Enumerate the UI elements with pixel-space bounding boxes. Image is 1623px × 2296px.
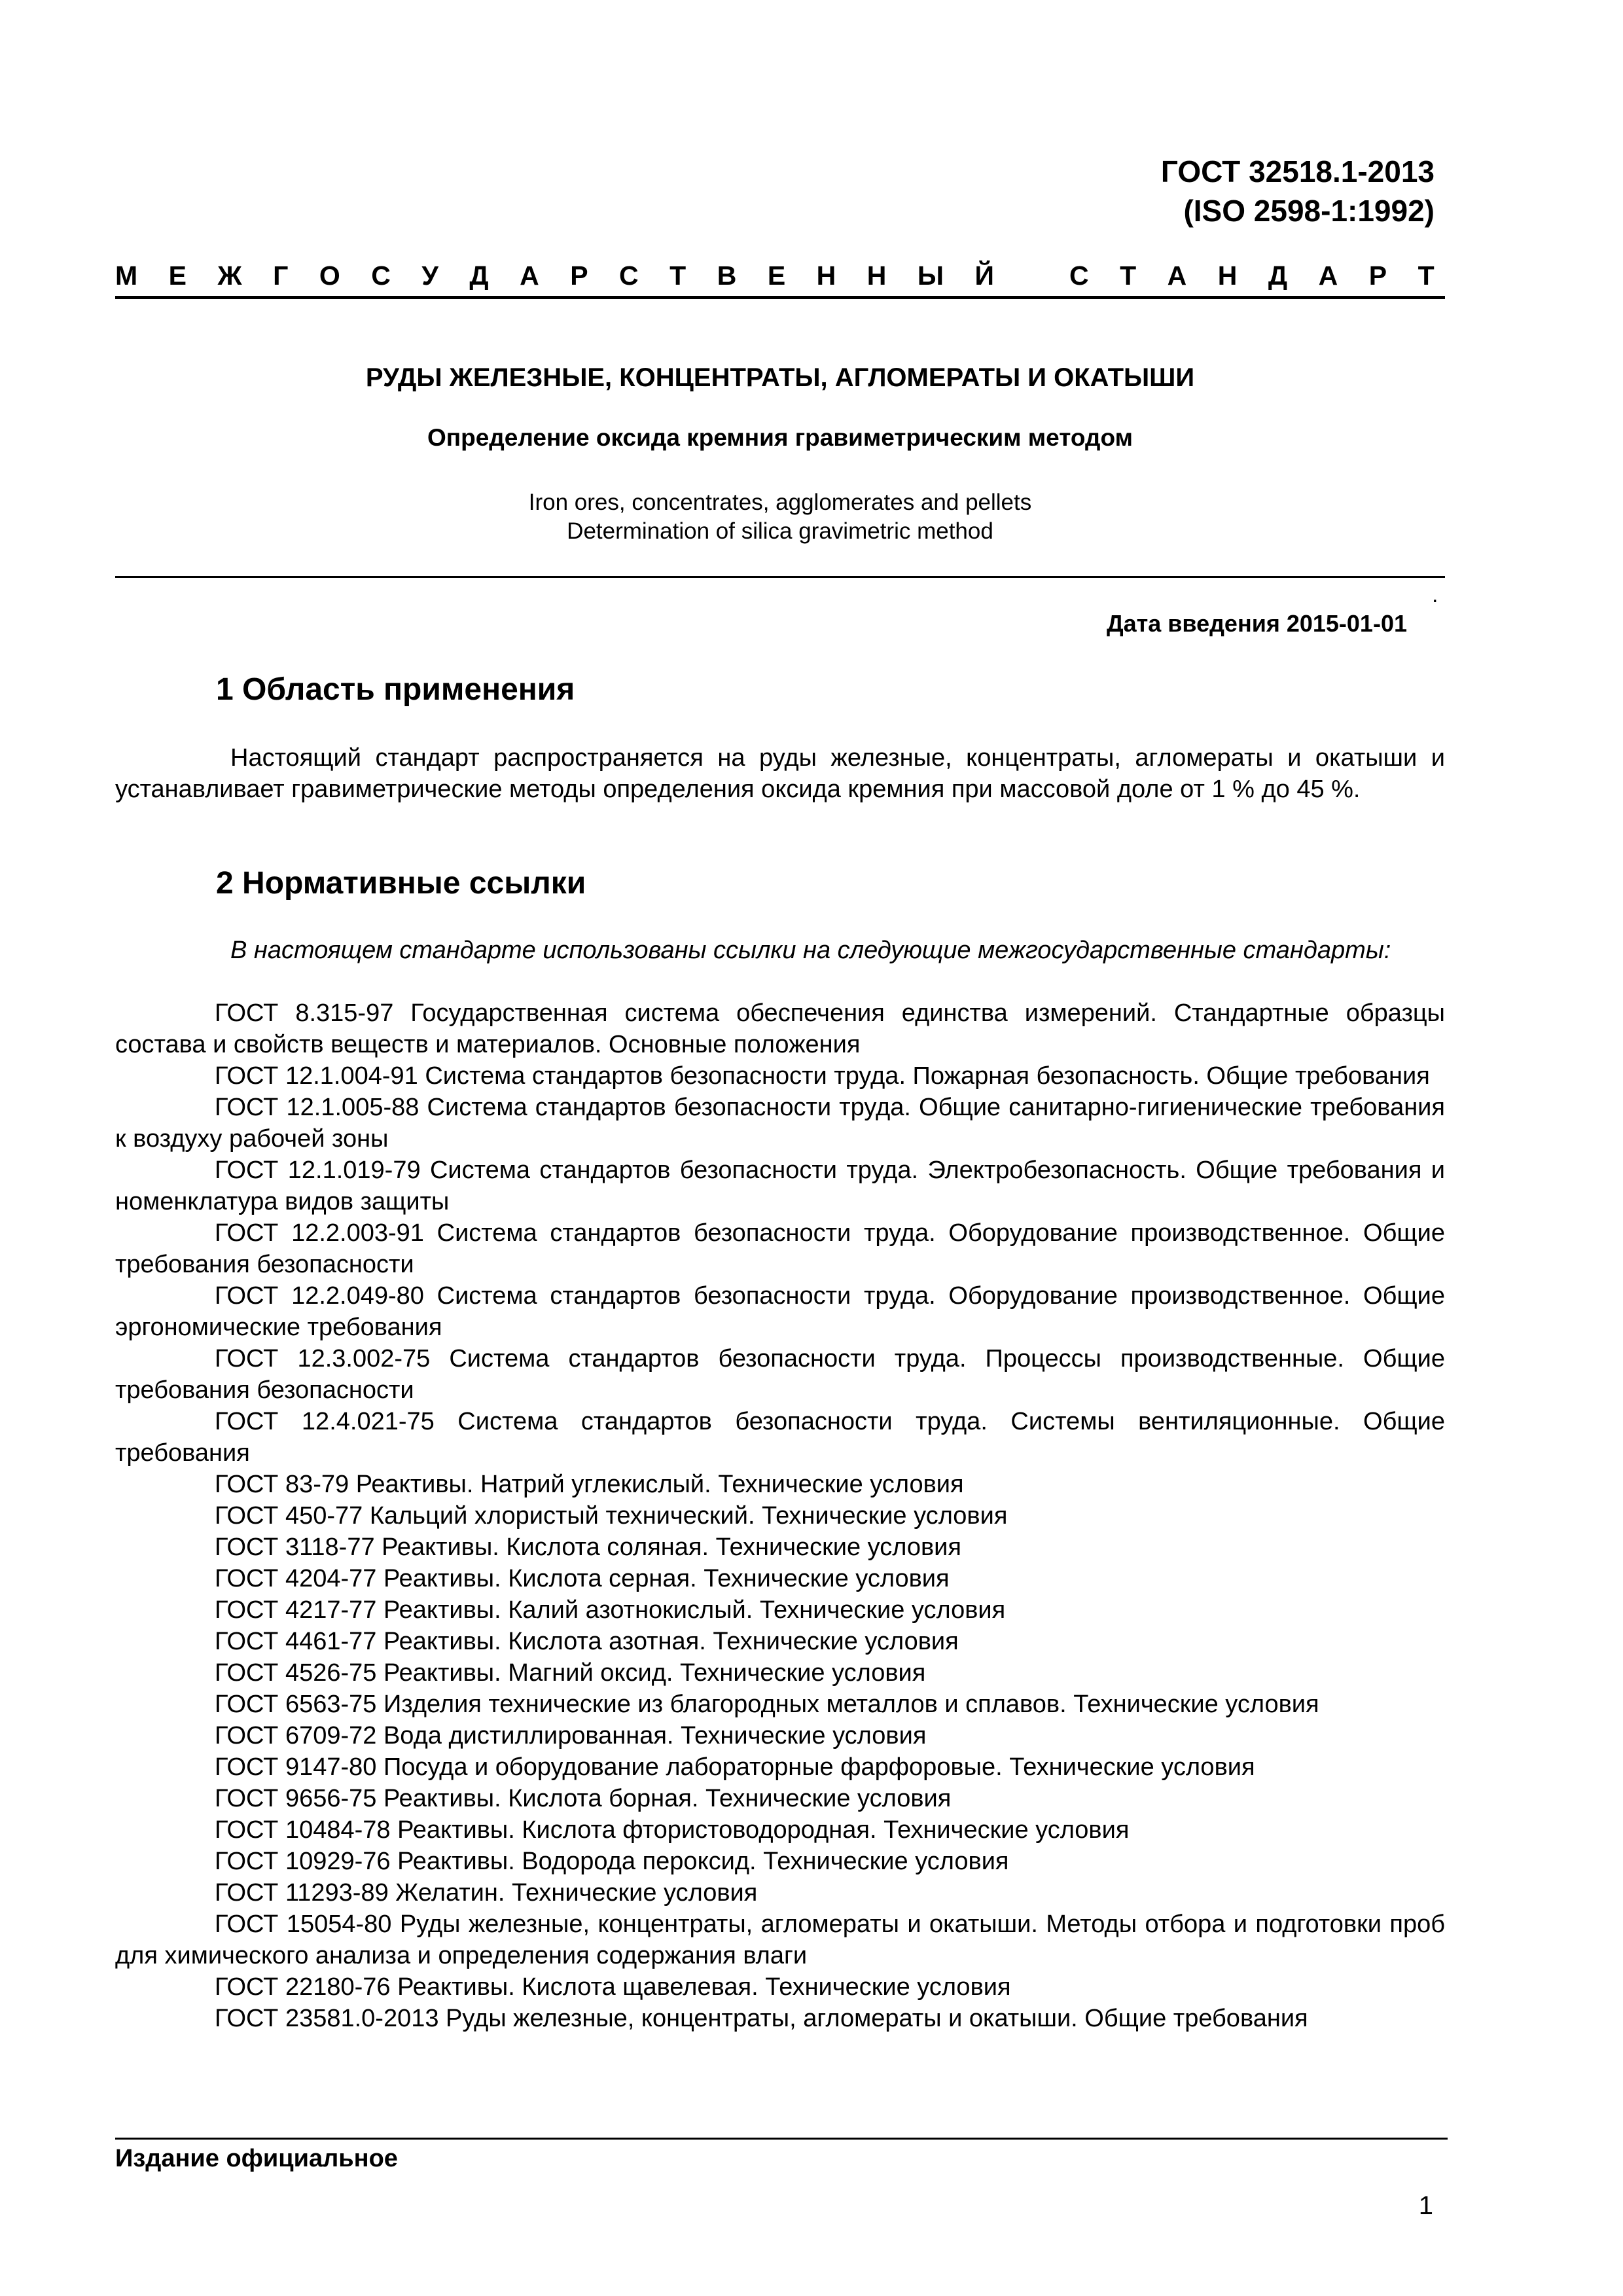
reference-item: ГОСТ 12.1.005-88 Система стандартов безопасности труда. Общие санитарно-гигиенические требования к воздуху рабочей зоны <box>115 1094 1445 1153</box>
document-subtitle: Определение оксида кремния гравиметрическим методом <box>427 424 1133 451</box>
reference-item: ГОСТ 12.2.003-91 Система стандартов безопасности труда. Оборудование производственное. Общие требования безопасности <box>115 1219 1445 1278</box>
reference-item: ГОСТ 10484-78 Реактивы. Кислота фтористоводородная. Технические условия <box>215 1816 1130 1844</box>
section-2-intro: В настоящем стандарте использованы ссылки на следующие межгосударственные стандарты: <box>230 937 1391 964</box>
reference-item: ГОСТ 3118-77 Реактивы. Кислота соляная. Технические условия <box>215 1534 961 1561</box>
section-1-heading: 1 Область применения <box>216 672 575 707</box>
reference-item: ГОСТ 12.1.004-91 Система стандартов безопасности труда. Пожарная безопасность. Общие требования <box>215 1062 1430 1090</box>
english-title <box>115 488 1445 546</box>
interstate-letter: А <box>1318 260 1338 291</box>
interstate-letter: Г <box>273 260 289 291</box>
reference-item: ГОСТ 9147-80 Посуда и оборудование лабораторные фарфоровые. Технические условия <box>215 1753 1255 1781</box>
interstate-letter: М <box>115 260 138 291</box>
interstate-letter <box>1026 259 1039 292</box>
section-2-heading: 2 Нормативные ссылки <box>216 866 586 901</box>
reference-item: ГОСТ 23581.0-2013 Руды железные, концентраты, агломераты и окатыши. Общие требования <box>215 2005 1308 2032</box>
reference-item: ГОСТ 8.315-97 Государственная система обеспечения единства измерений. Стандартные образцы состава и свойств веществ и материалов. Основные положения <box>115 999 1445 1058</box>
iso-number: (ISO 2598-1:1992) <box>1183 194 1435 228</box>
reference-item: ГОСТ 4217-77 Реактивы. Калий азотнокислый. Технические условия <box>215 1596 1006 1624</box>
title-divider <box>115 576 1445 578</box>
section-1-text: Настоящий стандарт распространяется на руды железные, концентраты, агломераты и окатыши и устанавливает гравиметрические методы определения оксида кремния при массовой доле от 1 % до 45 %. <box>115 744 1445 803</box>
interstate-letter: Н <box>816 260 836 291</box>
reference-item: ГОСТ 4204-77 Реактивы. Кислота серная. Технические условия <box>215 1565 950 1592</box>
interstate-letter: А <box>1167 260 1187 291</box>
english-title-line-1: Iron ores, concentrates, agglomerates and pellets <box>528 490 1032 515</box>
interstate-letter: С <box>371 260 391 291</box>
header-divider <box>115 296 1445 299</box>
interstate-letter: Т <box>1418 260 1435 291</box>
interstate-letter: Т <box>1120 260 1137 291</box>
interstate-letter: О <box>319 260 340 291</box>
reference-item: ГОСТ 11293-89 Желатин. Технические условия <box>215 1879 758 1907</box>
interstate-letter: Ж <box>217 260 242 291</box>
standard-number-block <box>1161 152 1435 230</box>
footer-divider <box>115 2138 1448 2140</box>
reference-item: ГОСТ 15054-80 Руды железные, концентраты, агломераты и окатыши. Методы отбора и подготовки проб для химического анализа и определения содержания влаги <box>115 1910 1445 1969</box>
reference-item: ГОСТ 6563-75 Изделия технические из благородных металлов и сплавов. Технические условия <box>215 1691 1319 1718</box>
gost-number: ГОСТ 32518.1-2013 <box>1160 154 1435 188</box>
interstate-letter: Р <box>1368 260 1387 291</box>
introduction-date: Дата введения 2015-01-01 <box>1106 610 1407 637</box>
reference-item: ГОСТ 12.1.019-79 Система стандартов безопасности труда. Электробезопасность. Общие требования и номенклатура видов защиты <box>115 1157 1445 1215</box>
interstate-letter: Д <box>469 260 489 291</box>
interstate-letter: Е <box>767 260 786 291</box>
reference-item: ГОСТ 10929-76 Реактивы. Водорода пероксид. Технические условия <box>215 1848 1009 1875</box>
document-title: РУДЫ ЖЕЛЕЗНЫЕ, КОНЦЕНТРАТЫ, АГЛОМЕРАТЫ И ОКАТЫШИ <box>365 363 1195 392</box>
reference-item: ГОСТ 450-77 Кальций хлористый технический. Технические условия <box>215 1502 1008 1530</box>
interstate-letter: Н <box>866 260 887 291</box>
english-title-line-2: Determination of silica gravimetric method <box>567 518 993 544</box>
interstate-standard-label <box>115 259 1435 292</box>
page-number: 1 <box>1418 2191 1433 2220</box>
reference-item: ГОСТ 83-79 Реактивы. Натрий углекислый. Технические условия <box>215 1471 964 1498</box>
reference-item: ГОСТ 4461-77 Реактивы. Кислота азотная. Технические условия <box>215 1628 959 1655</box>
interstate-letter: А <box>520 260 539 291</box>
reference-item: ГОСТ 6709-72 Вода дистиллированная. Технические условия <box>215 1722 927 1749</box>
interstate-letter: Н <box>1217 260 1238 291</box>
marker-dot: . <box>1432 583 1438 607</box>
reference-item: ГОСТ 12.4.021-75 Система стандартов безопасности труда. Системы вентиляционные. Общие требования <box>115 1408 1445 1467</box>
interstate-letter: Й <box>974 260 994 291</box>
edition-label: Издание официальное <box>115 2145 398 2172</box>
interstate-letter: В <box>717 260 737 291</box>
interstate-letter: Т <box>669 260 687 291</box>
interstate-letter: С <box>1069 260 1089 291</box>
reference-item: ГОСТ 12.2.049-80 Система стандартов безопасности труда. Оборудование производственное. Общие эргономические требования <box>115 1282 1445 1341</box>
interstate-letter: С <box>619 260 639 291</box>
interstate-letter: У <box>421 260 438 291</box>
references-list <box>115 997 1445 2034</box>
interstate-letter: Е <box>168 260 187 291</box>
reference-item: ГОСТ 4526-75 Реактивы. Магний оксид. Технические условия <box>215 1659 926 1687</box>
reference-item: ГОСТ 12.3.002-75 Система стандартов безопасности труда. Процессы производственные. Общие требования безопасности <box>115 1345 1445 1404</box>
reference-item: ГОСТ 9656-75 Реактивы. Кислота борная. Технические условия <box>215 1785 952 1812</box>
interstate-letter: Р <box>570 260 588 291</box>
interstate-letter: Ы <box>917 260 944 291</box>
reference-item: ГОСТ 22180-76 Реактивы. Кислота щавелевая. Технические условия <box>215 1973 1011 2001</box>
interstate-letter: Д <box>1268 260 1288 291</box>
